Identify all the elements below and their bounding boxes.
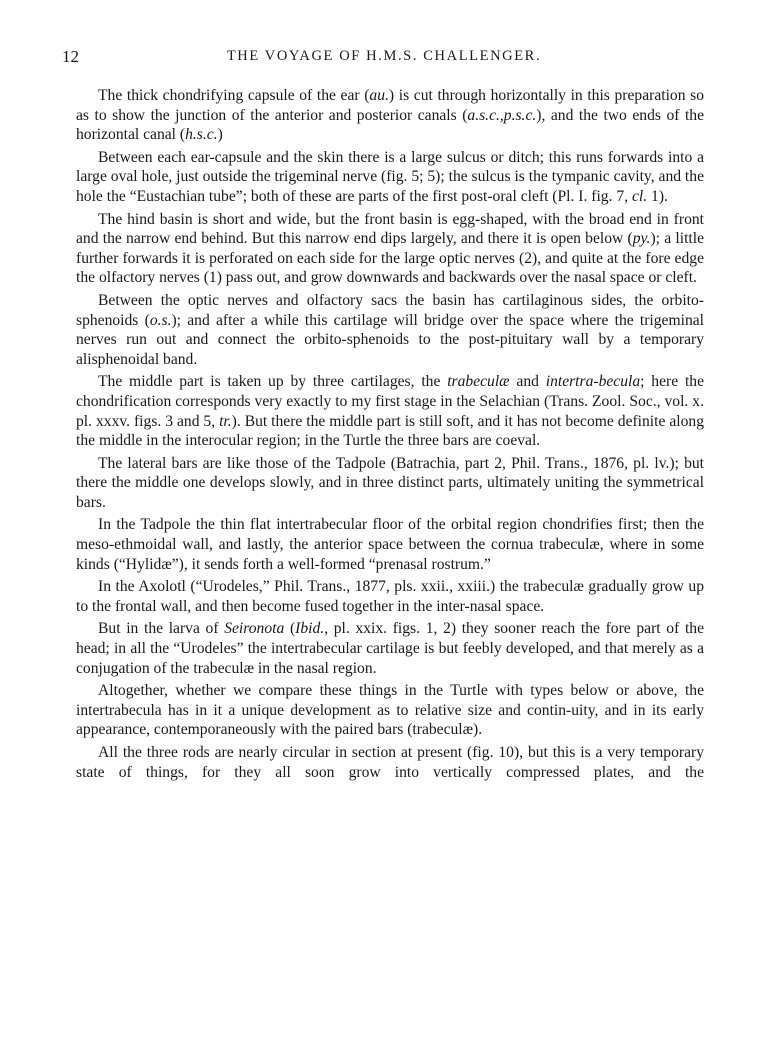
paragraph	[76, 86, 704, 145]
text-run: ), and the two ends of the horizontal canal (	[76, 106, 704, 144]
text-run: The hind basin is short and wide, but the front basin is egg-shaped, with the broad end in front and the narrow end behind. But this narrow end dips largely, and there it is open below (	[76, 210, 704, 248]
text-run: The lateral bars are like those of the Tadpole (Batrachia, part 2, Phil. Trans., 1876, pl. lv.); but there the middle one develops slowly, and in three distinct parts, ultimately uniting the symmetrical bars.	[76, 454, 704, 511]
text-run: In the Axolotl (“Urodeles,” Phil. Trans., 1877, pls. xxii., xxiii.) the trabeculæ gradually grow up to the frontal wall, and then become fused together in the inter-nasal space.	[76, 578, 704, 615]
running-head	[62, 47, 706, 67]
paragraph	[76, 454, 704, 513]
paragraph	[76, 577, 704, 616]
italic-term: a.s.c.,p.s.c.	[467, 106, 537, 124]
text-run: ); a little further forwards it is perforated on each side for the large optic nerves (2), and quite at the fore edge the olfactory nerves (1) pass out, and grow downwards and backwards over the nasal space or cleft.	[76, 230, 704, 287]
text-run: 1).	[647, 187, 668, 205]
italic-term: tr.	[219, 412, 232, 430]
italic-term: o.s.	[149, 311, 172, 329]
paragraph	[76, 372, 704, 450]
body-text	[76, 86, 704, 785]
italic-term: Seironota	[224, 620, 285, 638]
text-run: The middle part is taken up by three cartilages, the	[98, 373, 448, 391]
text-run: )	[217, 126, 223, 144]
italic-term: cl.	[632, 187, 648, 205]
text-run: ) is cut through horizontally in this preparation so as to show the junction of the anterior and posterior canals (	[76, 87, 704, 124]
text-run: ); and after a while this cartilage will bridge over the space where the trigeminal nerves run out and connect the orbito-sphenoids to the post-pituitary wall by a temporary alisphenoidal band.	[76, 311, 704, 368]
paragraph	[76, 210, 704, 288]
paragraph	[76, 681, 704, 740]
text-run: ; here the chondrification corresponds very exactly to my first stage in the Selachian (Trans. Zool. Soc., vol. x. pl. xxxv. figs. 3 and 5,	[76, 373, 705, 430]
paragraph	[76, 619, 704, 678]
text-run: and	[509, 373, 546, 391]
paragraph	[76, 291, 704, 369]
text-run: Between the optic nerves and olfactory sacs the basin has cartilaginous sides, the orbito-sphenoids (	[76, 291, 704, 329]
paragraph	[76, 148, 704, 207]
italic-term: au.	[369, 87, 389, 104]
italic-term: intertra-becula	[545, 373, 641, 391]
italic-term: py.	[632, 230, 651, 248]
running-title: THE VOYAGE OF H.M.S. CHALLENGER.	[226, 48, 542, 64]
text-run: All the three rods are nearly circular in section at present (fig. 10), but this is a very temporary state of things, for they all soon grow into vertically compressed plates, and the	[76, 744, 704, 781]
text-run: But in the larva of	[98, 620, 225, 638]
text-run: Altogether, whether we compare these things in the Turtle with types below or above, the intertrabecula has in it a unique development as to relative size and contin-uity, and in its early appearance, contemporaneously with the paired bars (trabeculæ).	[76, 682, 704, 739]
text-run: (	[284, 620, 296, 638]
italic-term: trabeculæ	[447, 373, 510, 391]
italic-term: Ibid.	[295, 620, 325, 638]
paragraph	[76, 515, 704, 574]
text-run: , pl. xxix. figs. 1, 2) they sooner reach the fore part of the head; in all the “Urodeles” the intertrabecular cartilage is but feebly developed, and that merely as a conjugation of the trabeculæ in the nasal region.	[76, 620, 705, 677]
text-run: ). But there the middle part is still soft, and it has not become definite along the middle in the interocular region; in the Turtle the three bars are coeval.	[76, 412, 704, 450]
text-run: Between each ear-capsule and the skin there is a large sulcus or ditch; this runs forwards into a large oval hole, just outside the trigeminal nerve (fig. 5; 5); the sulcus is the tympanic cavity, and the hole the “Eustachian tube”; both of these are parts of the first post-oral cleft (Pl. I. fig. 7,	[76, 148, 704, 205]
text-run: In the Tadpole the thin flat intertrabecular floor of the orbital region chondrifies first; then the meso-ethmoidal wall, and lastly, the anterior space between the cornua trabeculæ, where in some kinds (“Hylidæ”), it sends forth a well-formed “prenasal rostrum.”	[76, 516, 704, 573]
paragraph	[76, 743, 704, 782]
italic-term: h.s.c.	[185, 126, 218, 144]
text-run: The thick chondrifying capsule of the ear (	[98, 87, 370, 104]
page-number: 12	[62, 47, 79, 66]
